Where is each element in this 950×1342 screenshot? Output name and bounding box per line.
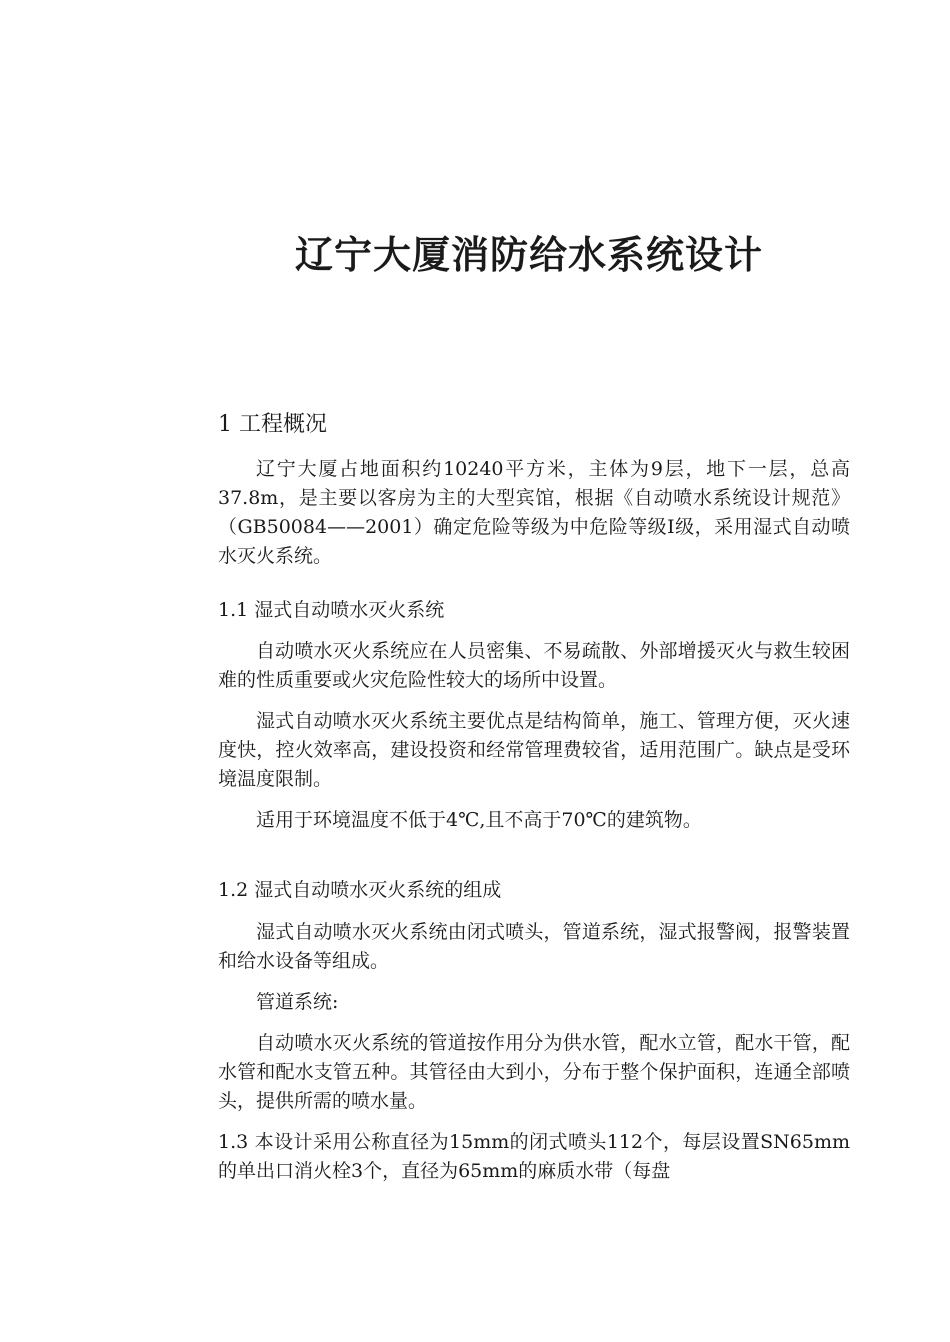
paragraph-1-1-b: 湿式自动喷水灭火系统主要优点是结构简单，施工、管理方便，灭火速度快，控火效率高，建设投资和经常管理费较省，适用范围广。缺点是受环境温度限制。 <box>218 710 850 791</box>
section-heading-1: 1 工程概况 <box>218 412 327 437</box>
paragraph-1-2-a: 湿式自动喷水灭火系统由闭式喷头，管道系统，湿式报警阀，报警装置和给水设备等组成。 <box>218 920 850 972</box>
paragraph-1-1-c: 适用于环境温度不低于4℃,且不高于70℃的建筑物。 <box>256 809 702 832</box>
paragraph-1-2-c: 自动喷水灭火系统的管道按作用分为供水管，配水立管，配水干管，配水管和配水支管五种。其管径由大到小，分布于整个保护面积，连通全部喷头，提供所需的喷水量。 <box>218 1031 850 1112</box>
document-title: 辽宁大厦消防给水系统设计 <box>294 232 763 277</box>
section-heading-1-2: 1.2 湿式自动喷水灭火系统的组成 <box>218 879 502 902</box>
paragraph-1-3: 1.3 本设计采用公称直径为15mm的闭式喷头112个，每层设置SN65mm的单出口消火栓3个，直径为65mm的麻质水带（每盘 <box>218 1130 850 1182</box>
paragraph-1-1-a: 自动喷水灭火系统应在人员密集、不易疏散、外部增援灭火与救生较困难的性质重要或火灾危险性较大的场所中设置。 <box>218 640 850 692</box>
section-heading-1-1: 1.1 湿式自动喷水灭火系统 <box>218 598 445 621</box>
paragraph-overview: 辽宁大厦占地面积约10240平方米，主体为9层，地下一层，总高37.8m，是主要以客房为主的大型宾馆，根据《自动喷水系统设计规范》（GB50084——2001）确定危险等级为中危险等级Ⅰ级，采用湿式自动喷水灭火系统。 <box>218 457 850 567</box>
document-body <box>218 410 850 1198</box>
paragraph-1-2-b: 管道系统: <box>256 990 339 1013</box>
